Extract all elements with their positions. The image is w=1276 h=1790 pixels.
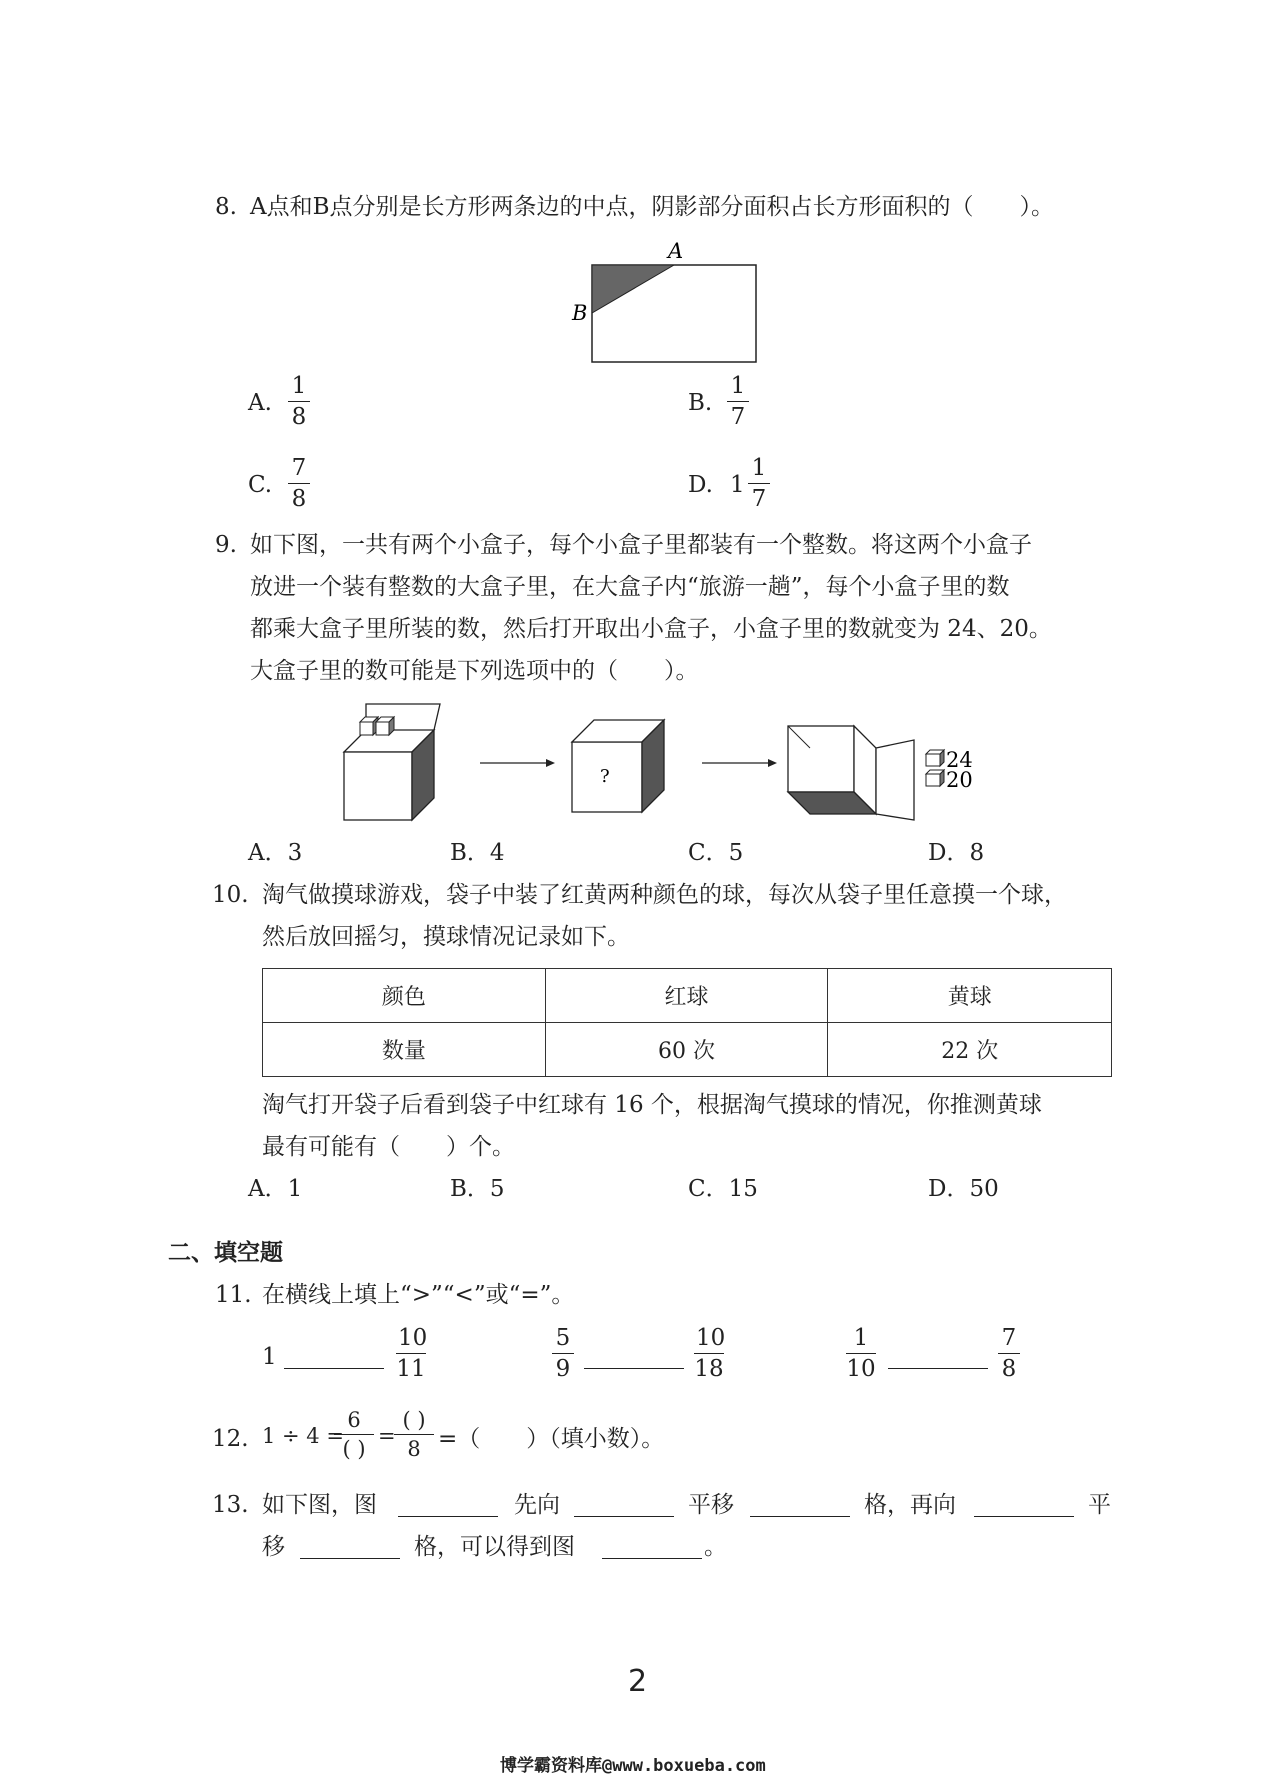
numerator: 1: [288, 375, 310, 402]
q9-option-d[interactable]: D．8: [928, 840, 985, 866]
numerator: 5: [552, 1327, 574, 1354]
q8-option-c-letter[interactable]: C.: [248, 472, 273, 498]
q13-blank-direction-2[interactable]: [974, 1516, 1074, 1517]
denominator[interactable]: ( ): [342, 1437, 366, 1461]
arrow-right-icon: [702, 759, 777, 767]
q12-equals: =: [378, 1424, 396, 1448]
numerator: 7: [998, 1327, 1020, 1354]
q12-suffix: =（ ）（填小数）。: [438, 1426, 665, 1452]
q10-option-c[interactable]: C．15: [688, 1176, 758, 1202]
q9-box-diagram: [340, 700, 1000, 830]
q13-line1-seg4: 格，再向: [864, 1492, 956, 1518]
q10-option-d[interactable]: D．50: [928, 1176, 999, 1202]
table-row: [263, 1023, 1112, 1077]
q8-option-d-letter[interactable]: D.: [688, 472, 713, 498]
small-cubes: [360, 717, 394, 735]
table-cell: 数量: [263, 1023, 546, 1077]
q10-after-line-1: 淘气打开袋子后看到袋子中红球有 16 个，根据淘气摸球的情况，你推测黄球: [262, 1092, 1042, 1118]
q13-line1-seg5: 平: [1088, 1492, 1111, 1518]
numerator[interactable]: ( ): [394, 1410, 434, 1435]
result-small-cubes: [926, 750, 944, 786]
q9-number: 9.: [215, 532, 237, 558]
q11-item1-blank[interactable]: [284, 1368, 384, 1369]
q9-option-b[interactable]: B．4: [450, 840, 505, 866]
q11-item1-right-fraction: [396, 1327, 426, 1381]
page-number: 2: [628, 1664, 648, 1699]
q13-blank-result-figure[interactable]: [602, 1558, 702, 1559]
denominator: 7: [730, 404, 746, 430]
q10-number: 10.: [212, 882, 249, 908]
shaded-triangle: [592, 265, 674, 313]
q8-option-c-fraction: [288, 457, 310, 511]
table-cell: 颜色: [263, 969, 546, 1023]
q8-number: 8.: [215, 194, 237, 220]
q11-number: 11.: [215, 1282, 252, 1308]
numerator: 7: [288, 457, 310, 484]
q10-line-1: 淘气做摸球游戏，袋子中装了红黄两种颜色的球，每次从袋子里任意摸一个球，: [262, 882, 1067, 908]
q13-line1-seg2: 先向: [514, 1492, 560, 1518]
q9-option-c[interactable]: C．5: [688, 840, 744, 866]
q11-item1-left: 1: [262, 1344, 277, 1370]
q8-option-d-fraction: [748, 457, 770, 511]
section-title: 二、填空题: [168, 1240, 283, 1266]
q11-item3-blank[interactable]: [888, 1368, 988, 1369]
q9-line-1: 如下图，一共有两个小盒子，每个小盒子里都装有一个整数。将这两个小盒子: [250, 532, 1032, 558]
q13-number: 13.: [212, 1492, 249, 1518]
q10-after-line-2: 最有可能有（ ）个。: [262, 1134, 515, 1160]
table-header-row: [263, 969, 1112, 1023]
numerator: 10: [694, 1327, 724, 1354]
q11-item3-right-fraction: [998, 1327, 1020, 1381]
label-b: B: [572, 301, 588, 325]
numerator: 1: [748, 457, 770, 484]
label-a: A: [668, 239, 684, 263]
box-question-mark: ?: [600, 766, 610, 787]
table-cell: 22 次: [828, 1023, 1112, 1077]
denominator: 8: [291, 486, 307, 512]
q11-item2-right-fraction: [694, 1327, 724, 1381]
q8-rectangle-figure: [560, 236, 760, 366]
denominator: 8: [1001, 1356, 1017, 1382]
q8-option-d-whole: 1: [730, 472, 745, 498]
denominator: 10: [846, 1356, 876, 1382]
numerator: 1: [846, 1327, 876, 1354]
numerator: 10: [396, 1327, 426, 1354]
footer-watermark: 博学霸资料库@www.boxueba.com: [500, 1756, 766, 1776]
opened-big-box: [788, 726, 914, 820]
q8-option-b-fraction: [727, 375, 749, 429]
q11-item3-left-fraction: [846, 1327, 876, 1381]
q12-fraction-1: [334, 1410, 374, 1460]
denominator: 8: [291, 404, 307, 430]
table-cell: 黄球: [828, 969, 1112, 1023]
q8-text: A点和B点分别是长方形两条边的中点，阴影部分面积占长方形面积的（ ）。: [250, 194, 1055, 220]
q13-line2-seg2: 格，可以得到图: [414, 1534, 575, 1560]
q11-item2-left-fraction: [552, 1327, 574, 1381]
q10-option-b[interactable]: B．5: [450, 1176, 505, 1202]
q12-fraction-2: [394, 1410, 434, 1460]
q9-line-2: 放进一个装有整数的大盒子里，在大盒子内“旅游一趟”，每个小盒子里的数: [250, 574, 1010, 600]
table-cell: 60 次: [545, 1023, 828, 1077]
numerator: 6: [334, 1410, 374, 1435]
q9-line-4: 大盒子里的数可能是下列选项中的（ ）。: [250, 658, 699, 684]
q9-line-3: 都乘大盒子里所装的数，然后打开取出小盒子，小盒子里的数就变为 24、20。: [250, 616, 1052, 642]
q10-option-a[interactable]: A．1: [248, 1176, 303, 1202]
arrow-right-icon: [480, 759, 555, 767]
q9-option-a[interactable]: A．3: [248, 840, 303, 866]
q8-option-b-letter[interactable]: B.: [688, 390, 713, 416]
denominator: 8: [407, 1437, 421, 1461]
q13-blank-figure[interactable]: [398, 1516, 498, 1517]
q8-option-a-letter[interactable]: A.: [248, 390, 272, 416]
q13-line2-seg1: 移: [262, 1534, 285, 1560]
q10-line-2: 然后放回摇匀，摸球情况记录如下。: [262, 924, 630, 950]
table-cell: 红球: [545, 969, 828, 1023]
denominator: 11: [396, 1356, 426, 1382]
q10-record-table: [262, 968, 1112, 1077]
q13-blank-steps-1[interactable]: [750, 1516, 850, 1517]
closed-big-box: [572, 720, 664, 812]
q13-blank-direction-1[interactable]: [574, 1516, 674, 1517]
q12-prefix: 1 ÷ 4 =: [262, 1424, 344, 1448]
q12-number: 12.: [212, 1426, 249, 1452]
result-20: 20: [946, 768, 973, 792]
denominator: 18: [694, 1356, 724, 1382]
q8-option-a-fraction: [288, 375, 310, 429]
numerator: 1: [727, 375, 749, 402]
q13-line1-seg1: 如下图，图: [262, 1492, 377, 1518]
q13-line1-seg3: 平移: [688, 1492, 734, 1518]
q13-blank-steps-2[interactable]: [300, 1558, 400, 1559]
denominator: 7: [751, 486, 767, 512]
q11-item2-blank[interactable]: [584, 1368, 684, 1369]
q11-text: 在横线上填上“>”“<”或“=”。: [262, 1282, 575, 1308]
denominator: 9: [555, 1356, 571, 1382]
result-24: 24: [946, 748, 973, 772]
q13-line2-seg3: 。: [704, 1534, 727, 1560]
